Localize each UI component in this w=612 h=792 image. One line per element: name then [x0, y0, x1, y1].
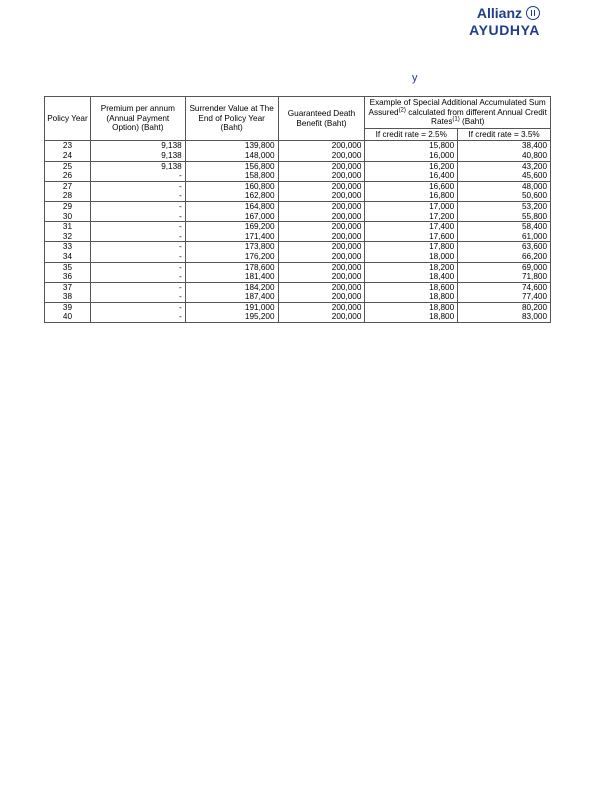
- cell-premium: -: [90, 262, 185, 272]
- cell-surrender-value: 167,000: [185, 212, 278, 222]
- cell-premium: -: [90, 222, 185, 232]
- cell-sum-assured-3-5: 77,400: [458, 292, 551, 302]
- cell-sum-assured-3-5: 71,800: [458, 272, 551, 282]
- cell-sum-assured-2-5: 17,800: [365, 242, 458, 252]
- policy-benefit-table: [44, 96, 551, 323]
- cell-sum-assured-2-5: 17,600: [365, 232, 458, 242]
- cell-policy-year: 24: [45, 151, 91, 161]
- cell-death-benefit: 200,000: [278, 292, 365, 302]
- cell-death-benefit: 200,000: [278, 262, 365, 272]
- cell-premium: -: [90, 201, 185, 211]
- cell-sum-assured-3-5: 45,600: [458, 171, 551, 181]
- cell-death-benefit: 200,000: [278, 282, 365, 292]
- cell-surrender-value: 173,800: [185, 242, 278, 252]
- table-body: [45, 141, 551, 323]
- cell-sum-assured-2-5: 17,000: [365, 201, 458, 211]
- cell-sum-assured-3-5: 58,400: [458, 222, 551, 232]
- cell-premium: 9,138: [90, 161, 185, 171]
- cell-surrender-value: 169,200: [185, 222, 278, 232]
- cell-surrender-value: 158,800: [185, 171, 278, 181]
- cell-sum-assured-2-5: 16,600: [365, 181, 458, 191]
- cell-surrender-value: 171,400: [185, 232, 278, 242]
- cell-premium: -: [90, 181, 185, 191]
- header-death-benefit: Guaranteed Death Benefit (Baht): [278, 97, 365, 141]
- brand-name-bottom: AYUDHYA: [469, 22, 540, 38]
- table-row: [45, 222, 551, 232]
- cell-surrender-value: 195,200: [185, 312, 278, 322]
- table-row: [45, 141, 551, 151]
- cell-sum-assured-2-5: 17,200: [365, 212, 458, 222]
- cell-premium: -: [90, 272, 185, 282]
- cell-sum-assured-3-5: 61,000: [458, 232, 551, 242]
- cell-surrender-value: 178,600: [185, 262, 278, 272]
- cell-death-benefit: 200,000: [278, 252, 365, 262]
- cell-death-benefit: 200,000: [278, 171, 365, 181]
- cell-death-benefit: 200,000: [278, 232, 365, 242]
- cell-sum-assured-2-5: 15,800: [365, 141, 458, 151]
- cell-death-benefit: 200,000: [278, 302, 365, 312]
- cell-death-benefit: 200,000: [278, 181, 365, 191]
- cell-policy-year: 26: [45, 171, 91, 181]
- cell-surrender-value: 162,800: [185, 191, 278, 201]
- cell-sum-assured-2-5: 18,800: [365, 312, 458, 322]
- cell-death-benefit: 200,000: [278, 222, 365, 232]
- table-row: [45, 212, 551, 222]
- cell-sum-assured-3-5: 50,600: [458, 191, 551, 201]
- cell-policy-year: 35: [45, 262, 91, 272]
- cell-policy-year: 37: [45, 282, 91, 292]
- cell-premium: -: [90, 282, 185, 292]
- cell-death-benefit: 200,000: [278, 141, 365, 151]
- brand-name-top: Allianz: [476, 5, 522, 21]
- cell-policy-year: 39: [45, 302, 91, 312]
- table-row: [45, 201, 551, 211]
- header-surrender-value: Surrender Value at The End of Policy Year (Baht): [185, 97, 278, 141]
- cell-policy-year: 38: [45, 292, 91, 302]
- cell-premium: -: [90, 312, 185, 322]
- cell-premium: -: [90, 171, 185, 181]
- table-row: [45, 161, 551, 171]
- cell-death-benefit: 200,000: [278, 312, 365, 322]
- allianz-eagle-mark-icon: [526, 6, 540, 20]
- cell-policy-year: 36: [45, 272, 91, 282]
- table-row: [45, 312, 551, 322]
- cell-surrender-value: 160,800: [185, 181, 278, 191]
- cell-sum-assured-3-5: 63,600: [458, 242, 551, 252]
- cell-surrender-value: 164,800: [185, 201, 278, 211]
- cell-sum-assured-3-5: 43,200: [458, 161, 551, 171]
- cell-sum-assured-3-5: 83,000: [458, 312, 551, 322]
- table-row: [45, 302, 551, 312]
- cell-sum-assured-2-5: 18,200: [365, 262, 458, 272]
- cell-sum-assured-2-5: 16,400: [365, 171, 458, 181]
- cell-policy-year: 29: [45, 201, 91, 211]
- cell-policy-year: 28: [45, 191, 91, 201]
- cell-policy-year: 40: [45, 312, 91, 322]
- cell-premium: -: [90, 232, 185, 242]
- cell-surrender-value: 187,400: [185, 292, 278, 302]
- table-row: [45, 171, 551, 181]
- table-row: [45, 262, 551, 272]
- cell-sum-assured-2-5: 18,800: [365, 292, 458, 302]
- table-row: [45, 292, 551, 302]
- cell-policy-year: 30: [45, 212, 91, 222]
- header-credit-rate-3-5: If credit rate = 3.5%: [458, 128, 551, 141]
- stray-text: y: [412, 72, 418, 84]
- cell-sum-assured-2-5: 18,000: [365, 252, 458, 262]
- table-row: [45, 252, 551, 262]
- table-row: [45, 191, 551, 201]
- cell-death-benefit: 200,000: [278, 212, 365, 222]
- cell-death-benefit: 200,000: [278, 151, 365, 161]
- table-row: [45, 282, 551, 292]
- cell-surrender-value: 181,400: [185, 272, 278, 282]
- cell-sum-assured-2-5: 16,200: [365, 161, 458, 171]
- cell-sum-assured-3-5: 80,200: [458, 302, 551, 312]
- cell-premium: -: [90, 212, 185, 222]
- cell-policy-year: 25: [45, 161, 91, 171]
- cell-sum-assured-2-5: 18,600: [365, 282, 458, 292]
- cell-surrender-value: 176,200: [185, 252, 278, 262]
- cell-sum-assured-3-5: 74,600: [458, 282, 551, 292]
- cell-policy-year: 27: [45, 181, 91, 191]
- header-policy-year: Policy Year: [45, 97, 91, 141]
- cell-policy-year: 23: [45, 141, 91, 151]
- cell-surrender-value: 139,800: [185, 141, 278, 151]
- cell-death-benefit: 200,000: [278, 161, 365, 171]
- cell-premium: 9,138: [90, 151, 185, 161]
- cell-sum-assured-2-5: 16,800: [365, 191, 458, 201]
- table-row: [45, 181, 551, 191]
- cell-death-benefit: 200,000: [278, 272, 365, 282]
- cell-sum-assured-3-5: 55,800: [458, 212, 551, 222]
- cell-sum-assured-3-5: 69,000: [458, 262, 551, 272]
- cell-death-benefit: 200,000: [278, 201, 365, 211]
- cell-premium: -: [90, 302, 185, 312]
- cell-policy-year: 32: [45, 232, 91, 242]
- cell-premium: -: [90, 191, 185, 201]
- brand-logo: [469, 5, 540, 38]
- header-example-sum-assured: Example of Special Additional Accumulated Sum Assured$^{(2)}$ calculated from different Annual Credit Rates$^{(1)}$ (Baht): [365, 97, 551, 129]
- cell-sum-assured-2-5: 16,000: [365, 151, 458, 161]
- table-row: [45, 272, 551, 282]
- cell-sum-assured-3-5: 48,000: [458, 181, 551, 191]
- cell-sum-assured-2-5: 18,400: [365, 272, 458, 282]
- cell-premium: -: [90, 252, 185, 262]
- header-credit-rate-2-5: If credit rate = 2.5%: [365, 128, 458, 141]
- cell-policy-year: 34: [45, 252, 91, 262]
- cell-sum-assured-3-5: 40,800: [458, 151, 551, 161]
- table-row: [45, 232, 551, 242]
- cell-policy-year: 31: [45, 222, 91, 232]
- cell-surrender-value: 156,800: [185, 161, 278, 171]
- cell-surrender-value: 148,000: [185, 151, 278, 161]
- cell-death-benefit: 200,000: [278, 242, 365, 252]
- cell-sum-assured-3-5: 66,200: [458, 252, 551, 262]
- cell-sum-assured-3-5: 38,400: [458, 141, 551, 151]
- cell-sum-assured-3-5: 53,200: [458, 201, 551, 211]
- cell-surrender-value: 184,200: [185, 282, 278, 292]
- cell-premium: -: [90, 292, 185, 302]
- cell-surrender-value: 191,000: [185, 302, 278, 312]
- cell-premium: 9,138: [90, 141, 185, 151]
- cell-death-benefit: 200,000: [278, 191, 365, 201]
- table-row: [45, 242, 551, 252]
- table-row: [45, 151, 551, 161]
- cell-premium: -: [90, 242, 185, 252]
- cell-sum-assured-2-5: 17,400: [365, 222, 458, 232]
- cell-sum-assured-2-5: 18,800: [365, 302, 458, 312]
- header-premium: Premium per annum (Annual Payment Option) (Baht): [90, 97, 185, 141]
- cell-policy-year: 33: [45, 242, 91, 252]
